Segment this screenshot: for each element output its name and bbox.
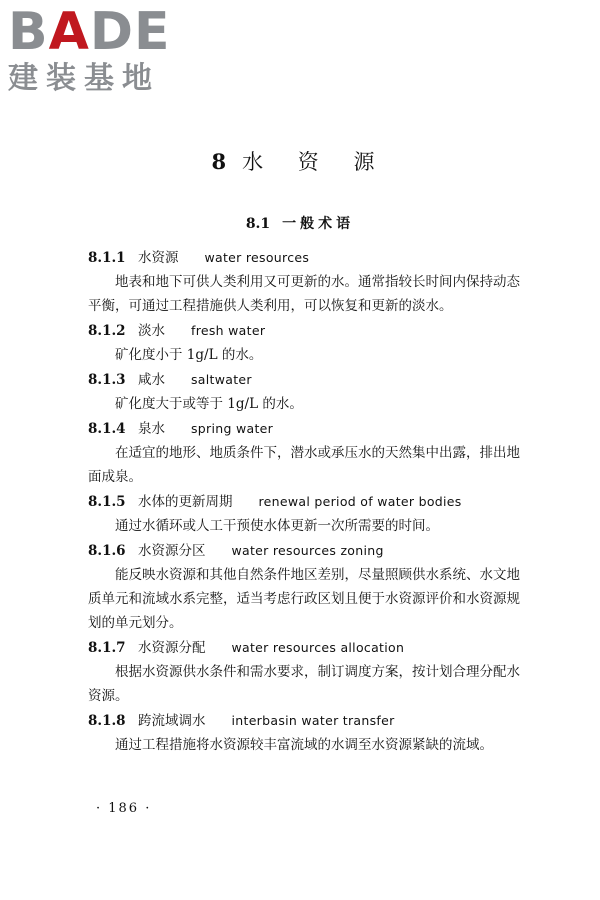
term-english: fresh water — [191, 323, 266, 338]
term-heading — [88, 490, 520, 514]
term-chinese: 水体的更新周期 — [138, 494, 233, 510]
chapter-number: 8 — [211, 149, 229, 174]
term-english: renewal period of water bodies — [258, 494, 462, 509]
term-item — [88, 539, 520, 635]
term-english: interbasin water transfer — [231, 713, 395, 728]
logo-wordmark — [8, 4, 178, 60]
term-heading — [88, 319, 520, 343]
term-list — [88, 246, 520, 758]
term-definition: 能反映水资源和其他自然条件地区差别，尽量照顾供水系统、水文地质单元和流域水系完整，适当考虑行政区划且便于水资源评价和水资源规划的单元划分。 — [88, 567, 520, 631]
term-heading — [88, 709, 520, 733]
term-english: saltwater — [191, 372, 252, 387]
term-number: 8.1.4 — [88, 421, 126, 437]
logo-letter-b: B — [8, 2, 49, 62]
term-item — [88, 709, 520, 757]
term-chinese: 水资源 — [138, 250, 179, 266]
term-item — [88, 246, 520, 318]
chapter-name: 水 资 源 — [242, 150, 389, 174]
logo-subtitle: 建装基地 — [8, 61, 160, 96]
term-heading — [88, 246, 520, 270]
term-definition: 矿化度大于或等于 1g/L 的水。 — [115, 396, 303, 412]
page-number: · 186 · — [96, 801, 152, 816]
logo-letters-de: DE — [89, 2, 171, 62]
section-name: 一般术语 — [282, 216, 355, 232]
term-english: spring water — [191, 421, 274, 436]
term-number: 8.1.2 — [88, 323, 126, 339]
term-definition: 通过水循环或人工干预使水体更新一次所需要的时间。 — [115, 518, 439, 534]
term-heading — [88, 417, 520, 441]
term-item — [88, 368, 520, 416]
term-definition: 通过工程措施将水资源较丰富流域的水调至水资源紧缺的流域。 — [115, 737, 493, 753]
logo-letter-a: A — [48, 2, 90, 62]
term-chinese: 跨流域调水 — [138, 713, 206, 729]
term-chinese: 咸水 — [138, 372, 165, 388]
term-item — [88, 417, 520, 489]
term-number: 8.1.1 — [88, 250, 126, 266]
term-number: 8.1.3 — [88, 372, 126, 388]
term-english: water resources — [204, 250, 310, 265]
term-chinese: 泉水 — [138, 421, 165, 437]
term-definition: 在适宜的地形、地质条件下，潜水或承压水的天然集中出露，排出地面成泉。 — [88, 445, 520, 485]
term-item — [88, 490, 520, 538]
section-number: 8.1 — [245, 216, 271, 232]
term-heading — [88, 636, 520, 660]
term-english: water resources zoning — [231, 543, 384, 558]
term-definition: 地表和地下可供人类利用又可更新的水。通常指较长时间内保持动态平衡，可通过工程措施供人类利用，可以恢复和更新的淡水。 — [88, 274, 520, 314]
term-heading — [88, 368, 520, 392]
term-item — [88, 319, 520, 367]
term-number: 8.1.6 — [88, 543, 126, 559]
term-chinese: 淡水 — [138, 323, 165, 339]
term-number: 8.1.7 — [88, 640, 126, 656]
chapter-title — [0, 146, 600, 176]
term-heading — [88, 539, 520, 563]
term-chinese: 水资源分区 — [138, 543, 206, 559]
term-english: water resources allocation — [231, 640, 405, 655]
term-chinese: 水资源分配 — [138, 640, 206, 656]
term-definition: 根据水资源供水条件和需水要求，制订调度方案，按计划合理分配水资源。 — [88, 664, 520, 704]
section-title — [0, 213, 600, 233]
term-definition: 矿化度小于 1g/L 的水。 — [115, 347, 263, 363]
bade-logo — [8, 4, 178, 96]
term-number: 8.1.5 — [88, 494, 126, 510]
term-item — [88, 636, 520, 708]
term-number: 8.1.8 — [88, 713, 126, 729]
